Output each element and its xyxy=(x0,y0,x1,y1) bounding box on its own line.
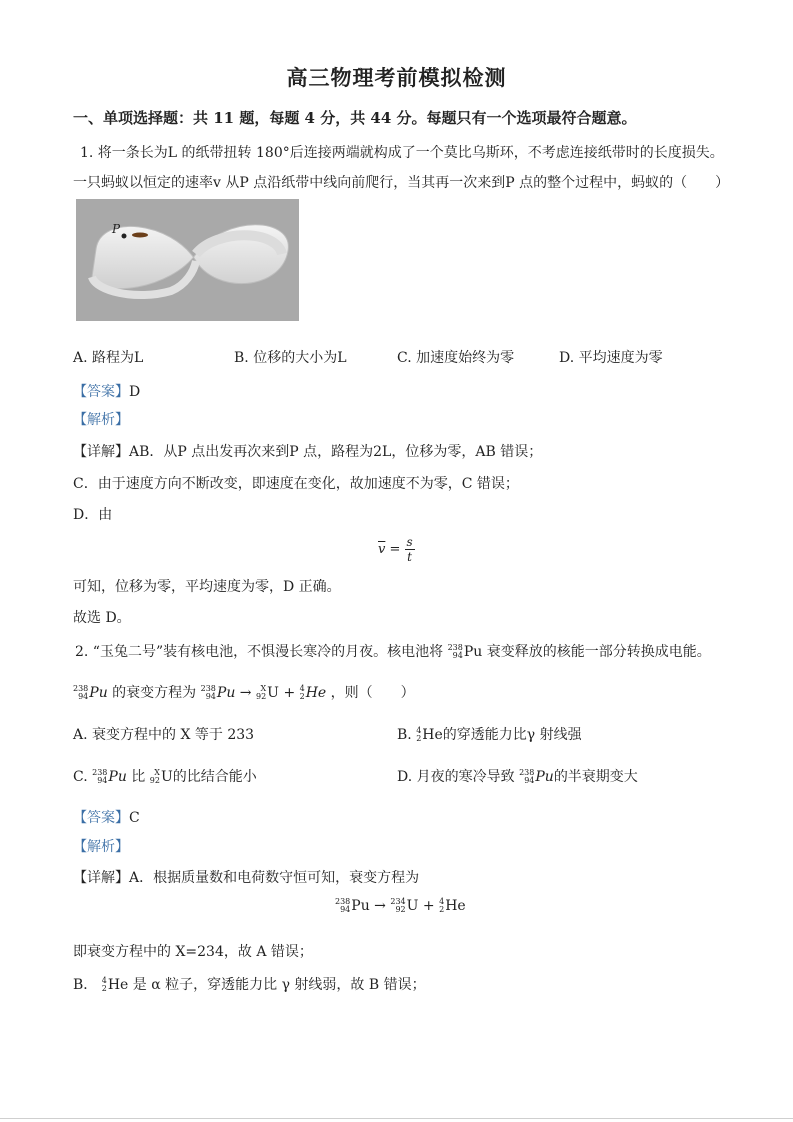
pu-symbol: Pu xyxy=(463,644,483,660)
q1-formula: $\overline{v}$ = $\frac{s}{t}$ xyxy=(378,535,413,564)
q1-line2: 一只蚂蚁以恒定的速率v 从P 点沿纸带中线向前爬行，当其再一次来到P 点的整个过程中，蚂蚁的（ ） xyxy=(73,175,730,191)
q1-detail2: C．由于速度方向不断改变，即速度在变化，故加速度不为零，C 错误； xyxy=(73,476,519,492)
q1-option-d: D. 平均速度为零 xyxy=(559,350,663,366)
q2-line1 xyxy=(75,641,711,661)
q2-detail3: B． 4 2 He 是 α 粒子，穿透能力比 γ 射线弱，故 B 错误； xyxy=(73,976,426,993)
formula-lhs: $\overline{v}$ xyxy=(378,542,386,557)
q1-answer xyxy=(73,381,140,401)
q1-option-a: A. 路程为L xyxy=(73,350,144,366)
answer-value: C xyxy=(129,810,140,826)
q2-option-a: A. 衰变方程中的 X 等于 233 xyxy=(73,727,255,743)
answer-value: D xyxy=(129,384,141,400)
mobius-strip-drawing xyxy=(76,199,299,321)
q2-decay-equation: 238 94 Pu → 234 92 U + 4 2 He xyxy=(335,897,466,914)
q2-option-b: B. 4 2 He的穿透能力比γ 射线强 xyxy=(397,726,582,743)
q1-option-b: B. 位移的大小为L xyxy=(234,350,347,366)
page-title: 高三物理考前模拟检测 xyxy=(286,65,507,90)
q2-option-d: D. 月夜的寒冷导致 238 94 Pu的半衰期变大 xyxy=(397,768,638,785)
q1-detail1: 【详解】AB．从P 点出发再次来到P 点，路程为2L，位移为零，AB 错误； xyxy=(73,444,543,460)
q2-line1-text: 2. “玉兔二号”装有核电池，不惧漫长寒冷的月夜。核电池将 xyxy=(75,644,444,660)
q2-line1-tail: 衰变释放的核能一部分转换成电能。 xyxy=(486,644,711,660)
q2-answer xyxy=(73,807,140,827)
answer-tag: 【答案】 xyxy=(73,810,129,826)
q2-line2-tail: ，则（ ） xyxy=(330,685,415,701)
q1-detail5: 故选 D。 xyxy=(73,610,131,626)
q2-line2: 238 94 Pu 的衰变方程为 238 94 Pu → X 92 U + 4 2 He ，则（ ） xyxy=(73,684,415,701)
q1-option-c: C. 加速度始终为零 xyxy=(397,350,515,366)
q1-detail3: D．由 xyxy=(73,507,113,523)
q2-detail1: 【详解】A．根据质量数和电荷数守恒可知，衰变方程为 xyxy=(73,870,420,886)
section-header: 一、单项选择题：共 11 题，每题 4 分，共 44 分。每题只有一个选项最符合题意。 xyxy=(73,109,637,127)
formula-fraction xyxy=(405,535,415,564)
q1-analysis-tag: 【解析】 xyxy=(73,412,129,428)
q2-line2-text: 的衰变方程为 xyxy=(112,685,197,701)
q2-option-c: C. 238 94 Pu 比 X 92 U的比结合能小 xyxy=(73,768,257,785)
q1-detail4: 可知，位移为零，平均速度为零，D 正确。 xyxy=(73,579,341,595)
q1-line1: 1. 将一条长为L 的纸带扭转 180°后连接两端就构成了一个莫比乌斯环，不考虑连接纸带时的长度损失。 xyxy=(80,145,724,161)
formula-numerator: s xyxy=(406,535,413,549)
q2-analysis-tag: 【解析】 xyxy=(73,839,129,855)
formula-denominator: t xyxy=(407,550,412,564)
point-p-label: P xyxy=(112,222,121,236)
mobius-strip-image xyxy=(76,199,299,321)
q2-detail2: 即衰变方程中的 X=234，故 A 错误； xyxy=(73,944,313,960)
pu-nuclide-indices: 238 94 xyxy=(447,643,463,660)
answer-tag: 【答案】 xyxy=(73,384,129,400)
page-bottom-divider xyxy=(0,1118,793,1119)
